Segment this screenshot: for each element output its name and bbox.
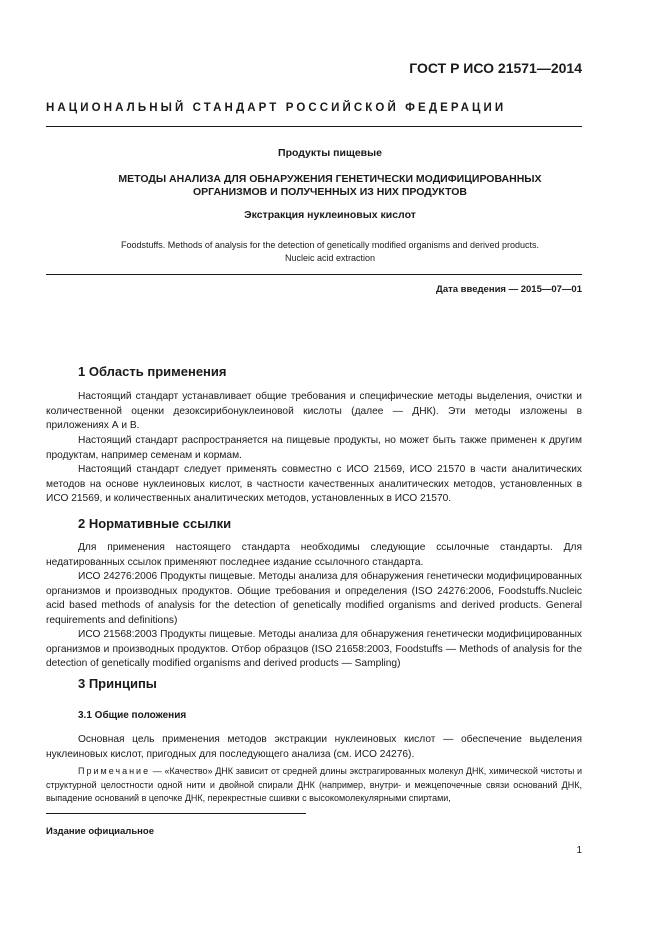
footer-divider [46, 813, 306, 814]
section-1-paragraph-3: Настоящий стандарт следует применять совместно с ИСО 21569, ИСО 21570 в части аналитических методов на основе нуклеиновых кислот, в частности качественных аналитических методов, установленных в ИСО 21569, и количественных аналитических методов, установленных в ИСО 21570. [46, 464, 582, 505]
introduction-date: Дата введения — 2015—07—01 [436, 284, 582, 295]
document-title-line1: МЕТОДЫ АНАЛИЗА ДЛЯ ОБНАРУЖЕНИЯ ГЕНЕТИЧЕСКИ МОДИФИЦИРОВАННЫХ [118, 173, 542, 185]
title-divider [46, 274, 582, 275]
products-label: Продукты пищевые [278, 147, 382, 159]
section-2-paragraph-1: Для применения настоящего стандарта необходимы следующие ссылочные стандарты. Для недатированных ссылок применяют последнее издание ссылочного стандарта. [46, 542, 582, 568]
section-2-paragraph-3: ИСО 21568:2003 Продукты пищевые. Методы анализа для обнаружения генетически модифицированных организмов и производных продуктов. Отбор образцов (ISO 21658:2003, Foodstuffs — Methods of analysis for the detection of genetically modified organisms and derived products — Sampling) [46, 629, 582, 670]
section-1-paragraph-1: Настоящий стандарт устанавливает общие требования и специфические методы выделения, очистки и количественной оценки дезоксирибонуклеиновой кислоты (далее — ДНК). Эти методы изложены в приложениях А и В. [46, 391, 582, 432]
note-text: — «Качество» ДНК зависит от средней длины экстрагированных молекул ДНК, химической чистоты и структурной целостности одной нити и двойной спирали ДНК (например, внутри- и межцепочечные связи оснований ДНК, выпадение оснований в цепочке ДНК, перекрестные сшивки с высокомолекулярными спиртами, [46, 766, 582, 803]
english-title-line1: Foodstuffs. Methods of analysis for the detection of genetically modified organisms and derived products. [120, 240, 540, 250]
official-edition-label: Издание официальное [46, 826, 154, 837]
section-1-paragraph-2: Настоящий стандарт распространяется на пищевые продукты, но может быть также применен к другим продуктам, например семенам и кормам. [46, 435, 582, 461]
section-3-paragraph-1: Основная цель применения методов экстракции нуклеиновых кислот — обеспечение выделения нуклеиновых кислот, пригодных для последующего анализа (см. ИСО 24276). [46, 734, 582, 760]
document-title [60, 173, 600, 199]
document-title-line2: ОРГАНИЗМОВ И ПОЛУЧЕННЫХ ИЗ НИХ ПРОДУКТОВ [193, 186, 467, 198]
standard-code: ГОСТ Р ИСО 21571—2014 [409, 60, 582, 76]
page-number: 1 [576, 845, 582, 856]
national-standard-banner: НАЦИОНАЛЬНЫЙ СТАНДАРТ РОССИЙСКОЙ ФЕДЕРАЦИИ [46, 102, 507, 114]
section-1-heading: 1 Область применения [78, 364, 227, 379]
english-title-line2: Nucleic acid extraction [284, 253, 376, 263]
section-3-heading: 3 Принципы [78, 676, 157, 691]
english-title [60, 239, 600, 265]
section-2-paragraph-2: ИСО 24276:2006 Продукты пищевые. Методы анализа для обнаружения генетически модифицированных организмов и производных продуктов. Общие требования и определения (ISO 24276:2006, Foodstuffs.Nucleic acid based methods of analysis for the detection of genetically modified organisms and derived products. General requirements and definitions) [46, 571, 582, 626]
section-3-1-heading: 3.1 Общие положения [78, 710, 187, 721]
document-subtitle: Экстракция нуклеиновых кислот [244, 209, 416, 221]
section-2-heading: 2 Нормативные ссылки [78, 516, 232, 531]
section-3-note [46, 765, 582, 806]
note-label: Примечание [78, 766, 151, 776]
header-divider [46, 126, 582, 127]
